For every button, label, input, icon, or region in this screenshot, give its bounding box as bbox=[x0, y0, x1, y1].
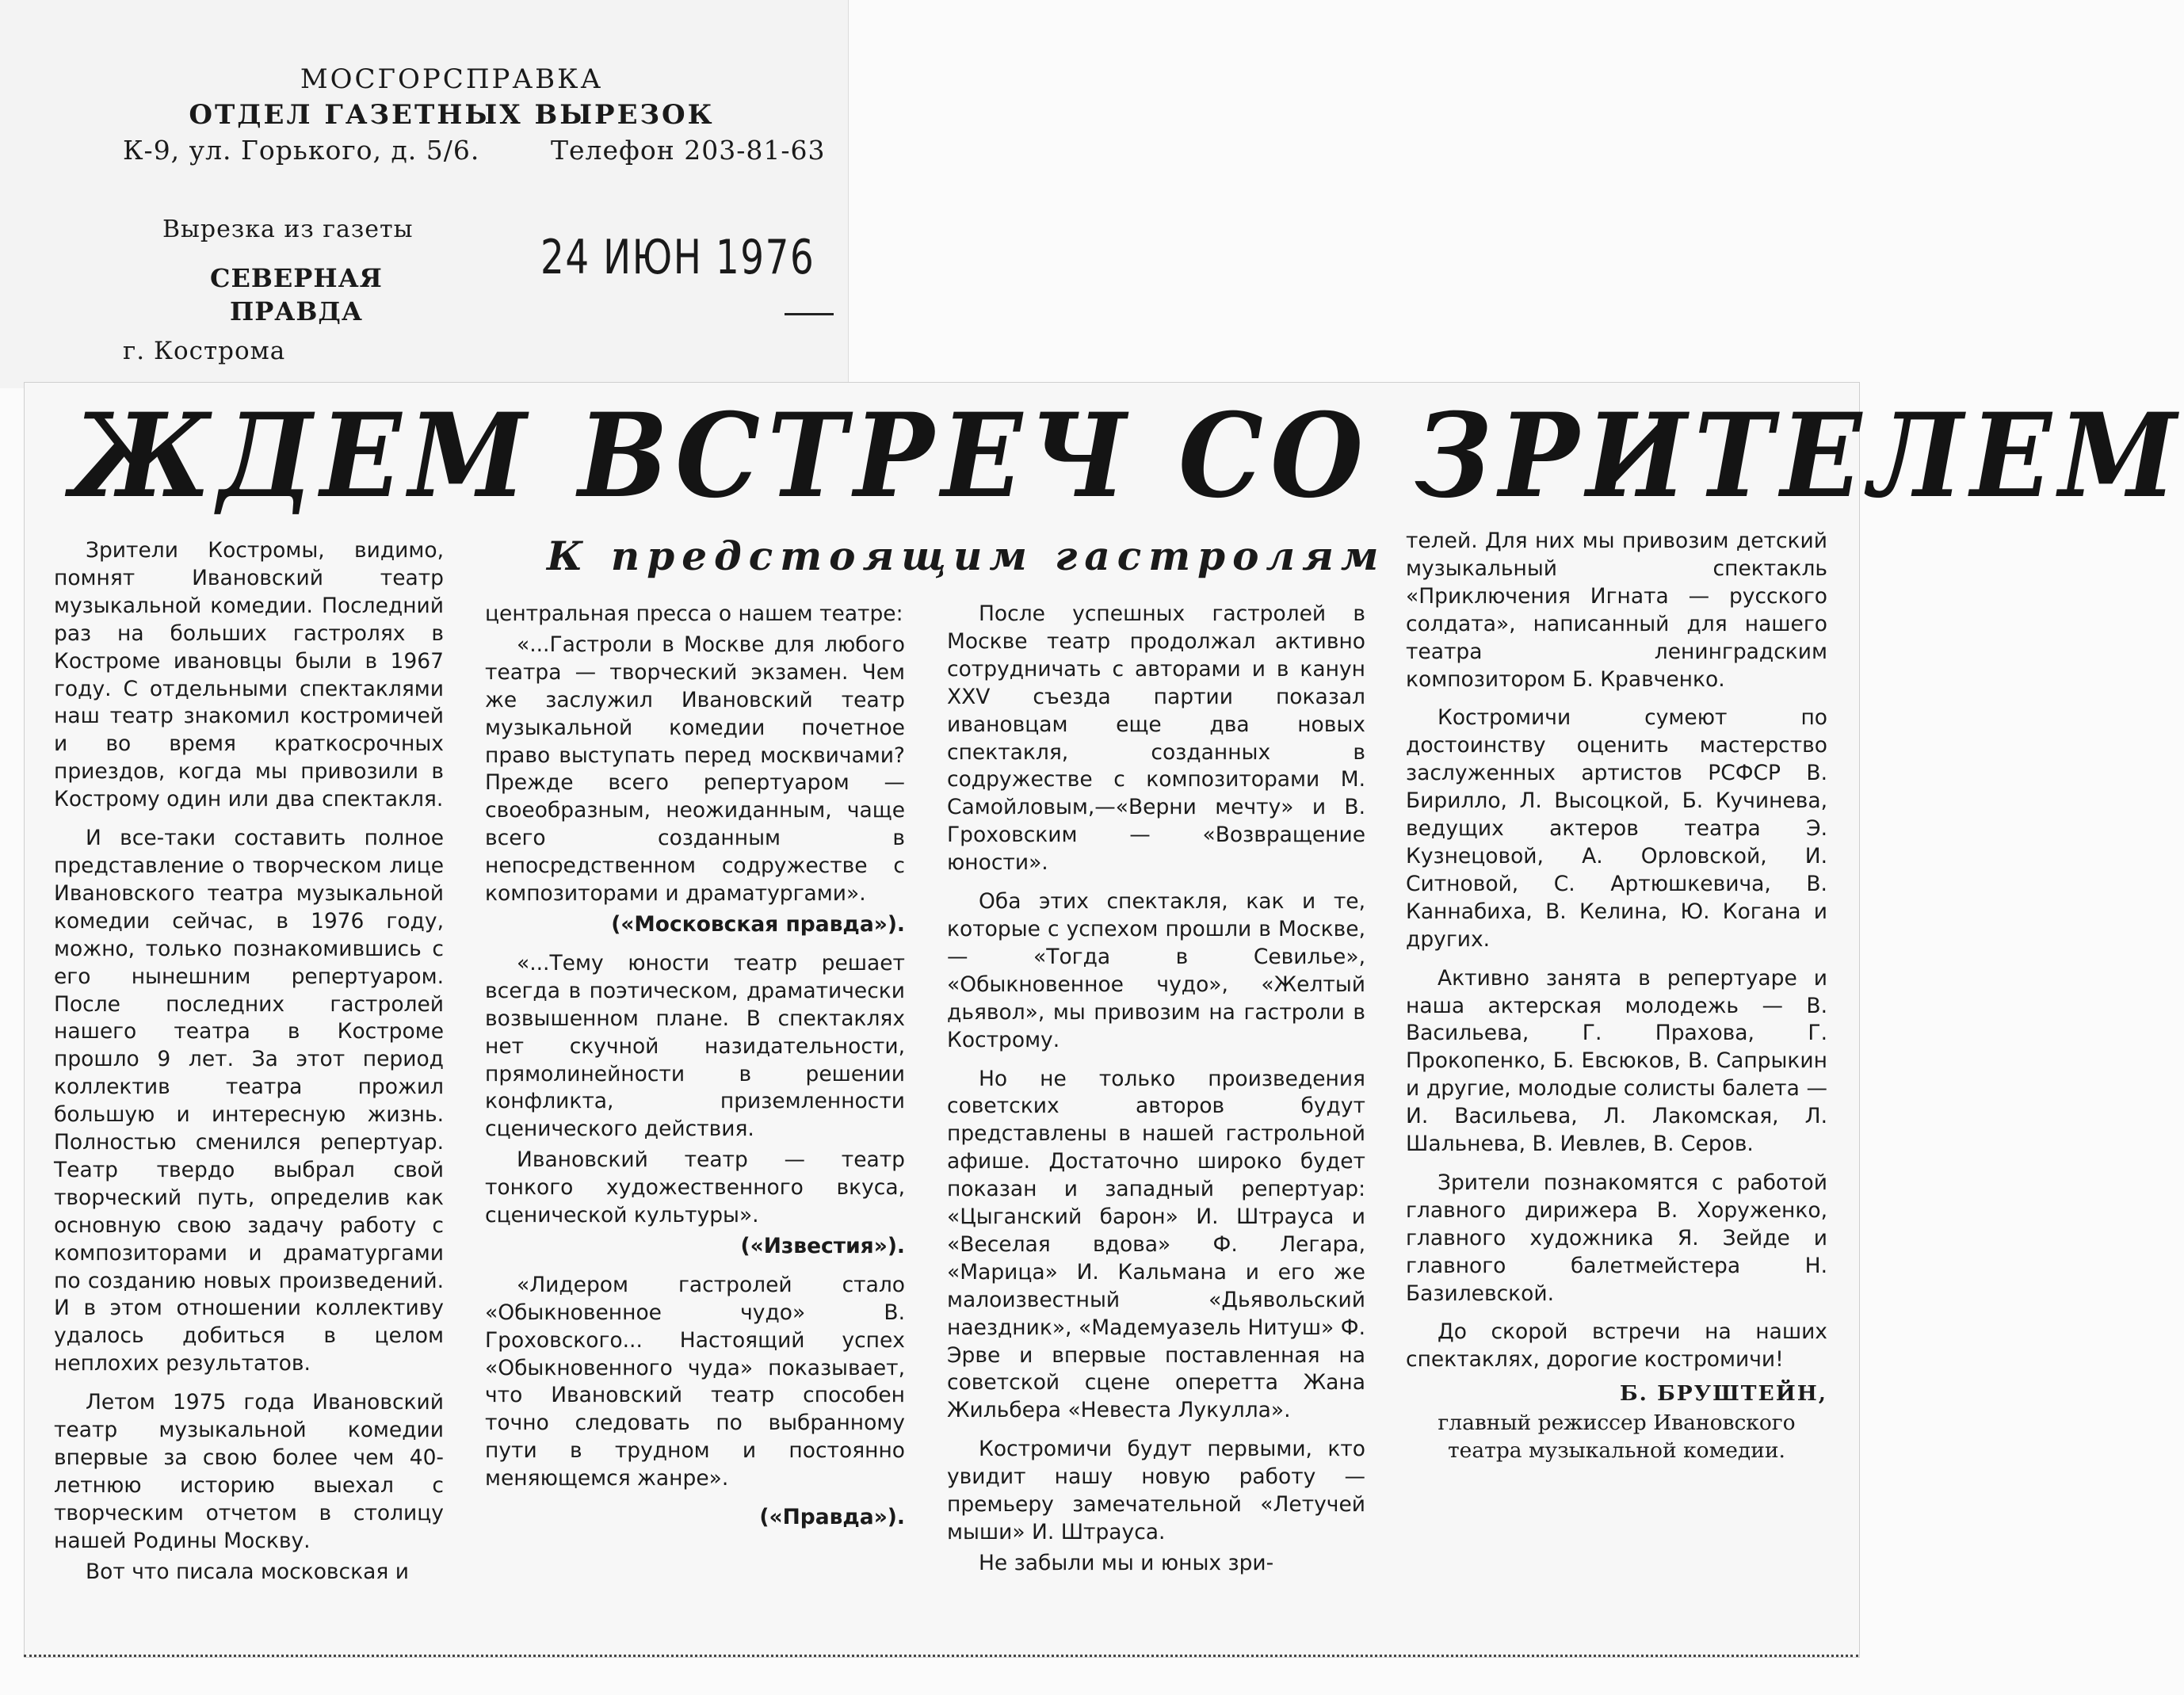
paragraph: Вот что писала московская и bbox=[86, 1559, 409, 1584]
stamp-underline bbox=[785, 313, 834, 315]
article-column-4 bbox=[1406, 528, 1827, 1465]
quote-source: («Известия»). bbox=[740, 1233, 905, 1258]
paragraph: Зрители познакомятся с работой главного дирижера В. Хоруженко, главного художника Я. Зейде и главного балетмейстера Н. Базилевской. bbox=[1406, 1170, 1827, 1306]
newspaper-name bbox=[210, 262, 383, 328]
newspaper-city: г. Кострома bbox=[123, 337, 286, 365]
bureau-department: ОТДЕЛ ГАЗЕТНЫХ ВЫРЕЗОК bbox=[189, 99, 715, 131]
paragraph: До скорой встречи на наших спектаклях, дорогие костромичи! bbox=[1406, 1319, 1827, 1372]
paragraph: Активно занята в репертуаре и наша актерская молодежь — В. Васильева, Г. Прахова, Г. Прокопенко, Б. Евсюков, В. Сапрыкин и другие, молодые солисты балета — И. Васильева, Л. Лакомская, Л. Шальнева, В. Иевлев, В. Серов. bbox=[1406, 965, 1827, 1157]
quote-paragraph: «...Гастроли в Москве для любого театра — творческий экзамен. Чем же заслужил Ивановский театр музыкальной комедии почетное право выступать перед москвичами? Прежде всего репертуаром — своеобразным, неожиданным, чаще всего созданным в непосредственном содружестве с композиторами и драматургами». bbox=[485, 632, 905, 907]
newspaper-name-line2: ПРАВДА bbox=[229, 296, 363, 326]
clipping-bureau-header bbox=[0, 0, 849, 388]
paragraph: Но не только произведения советских авторов будут представлены в нашей гастрольной афише. Достаточно широко будет показан и западный репертуар: «Цыганский барон» И. Штрауса и «Веселая вдова» Ф. Легара, «Марица» И. Кальмана и его же малоизвестный «Дьявольский наездник», «Мадемуазель Нитуш» Ф. Эрве и впервые поставленная на советской сцене оперетта Жана Жильбера «Невеста Лукулла». bbox=[947, 1066, 1365, 1423]
paragraph: телей. Для них мы привозим детский музыкальный спектакль «Приключения Игната — русского солдата», написанный для нашего театра ленинградским композитором Б. Кравченко. bbox=[1406, 529, 1827, 692]
newspaper-name-line1: СЕВЕРНАЯ bbox=[210, 263, 383, 293]
paragraph: И все-таки составить полное представление о творческом лице Ивановского театра музыкальной комедии сейчас, в 1976 году, можно, только познакомившись с его нынешним репертуаром. После последних гастролей нашего театра в Костроме прошло 9 лет. За этот период коллектив театра прожил большую и интересную жизнь. Полностью сменился репертуар. Театр твердо выбрал свой творческий путь, определив как основную свою задачу работу с композиторами и драматургами по созданию новых произведений. И в этом отношении коллективу удалось добиться в целом неплохих результатов. bbox=[54, 826, 444, 1376]
cut-from-label: Вырезка из газеты bbox=[162, 216, 414, 243]
date-stamp: 24 ИЮН 1976 bbox=[540, 230, 815, 285]
paragraph: Зрители Костромы, видимо, помнят Ивановский театр музыкальной комедии. Последний раз на больших гастролях в Костроме ивановцы были в 1967 году. С отдельными спектаклями наш театр знакомил костромичей и во время краткосрочных приездов, когда мы привозили в Кострому один или два спектакля. bbox=[54, 538, 444, 812]
author-name: Б. БРУШТЕЙН, bbox=[1620, 1381, 1827, 1407]
bureau-address: К-9, ул. Горького, д. 5/6. bbox=[123, 135, 480, 166]
paragraph: Летом 1975 года Ивановский театр музыкальной комедии впервые за свою более чем 40-летнюю историю выехал с творческим отчетом в столицу нашей Родины Москву. bbox=[54, 1390, 444, 1553]
quote-paragraph: Ивановский театр — театр тонкого художественного вкуса, сценической культуры». bbox=[485, 1147, 905, 1228]
article-subheadline: К предстоящим гастролям bbox=[547, 533, 1386, 579]
paragraph: После успешных гастролей в Москве театр продолжал активно сотрудничать с авторами и в канун XXV съезда партии показал ивановцам еще два новых спектакля, созданных в содружестве с композиторами М. Самойловым,—«Верни мечту» и В. Гроховским — «Возвращение юности». bbox=[947, 601, 1365, 876]
paragraph: Костромичи сумеют по достоинству оценить мастерство заслуженных артистов РСФСР В. Бирилло, Л. Высоцкой, Б. Кучинева, ведущих актеров театра Э. Кузнецовой, А. Орловской, И. Ситновой, С. Артюшкевича, В. Каннабиха, В. Келина, Ю. Когана и других. bbox=[1406, 705, 1827, 952]
bureau-contacts bbox=[123, 135, 826, 166]
quote-paragraph: «Лидером гастролей стало «Обыкновенное чудо» В. Гроховского... Настоящий успех «Обыкновенного чуда» показывает, что Ивановский театр способен точно следовать по выбранному пути в трудном и постоянно меняющемся жанре». bbox=[485, 1272, 905, 1491]
article-column-1 bbox=[54, 537, 444, 1586]
article-column-3 bbox=[947, 601, 1365, 1578]
paragraph: центральная пресса о нашем театре: bbox=[485, 601, 903, 626]
quote-source: («Правда»). bbox=[759, 1505, 905, 1530]
author-title: главный режиссер Ивановского театра музыкальной комедии. bbox=[1438, 1411, 1796, 1464]
bureau-phone: Телефон 203-81-63 bbox=[551, 135, 826, 166]
article-headline: ЖДЕМ ВСТРЕЧ СО ЗРИТЕЛЕМ bbox=[71, 388, 2184, 524]
quote-source: («Московская правда»). bbox=[611, 911, 905, 937]
clipping-cut-edge bbox=[24, 1650, 1858, 1657]
paragraph: Оба этих спектакля, как и те, которые с успехом прошли в Москве, — «Тогда в Севилье», «Обыкновенное чудо», «Желтый дьявол», мы привозим на гастроли в Кострому. bbox=[947, 889, 1365, 1052]
bureau-name: МОСГОРСПРАВКА bbox=[300, 63, 604, 95]
paragraph: Костромичи будут первыми, кто увидит нашу новую работу — премьеру замечательной «Летучей мыши» И. Штрауса. bbox=[947, 1437, 1365, 1544]
article-column-2 bbox=[485, 601, 905, 1532]
paragraph: Не забыли мы и юных зри- bbox=[979, 1550, 1274, 1575]
quote-paragraph: «...Тему юности театр решает всегда в поэтическом, драматически возвышенном плане. В спектаклях нет скучной назидательности, прямолинейности в решении конфликта, приземленности сценического действия. bbox=[485, 950, 905, 1142]
